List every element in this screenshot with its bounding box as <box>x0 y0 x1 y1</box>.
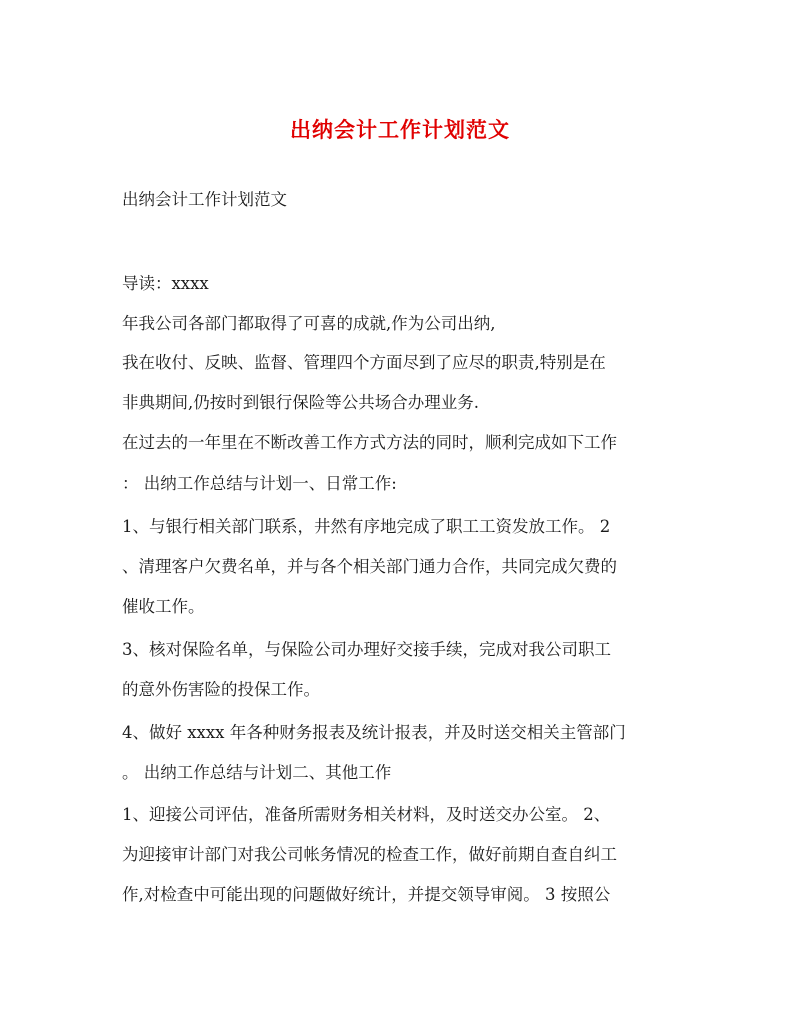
text-line: 作,对检查中可能出现的问题做好统计，并提交领导审阅。 3 按照公 <box>122 885 611 904</box>
text-line: 的意外伤害险的投保工作。 <box>122 680 320 699</box>
text-line: 。 出纳工作总结与计划二、其他工作 <box>122 763 392 782</box>
text-line: 年我公司各部门都取得了可喜的成就,作为公司出纳, <box>122 314 496 333</box>
text-line: 为迎接审计部门对我公司帐务情况的检查工作，做好前期自查自纠工 <box>122 845 617 864</box>
text-line: 导读：xxxx <box>122 274 209 293</box>
text-line: 非典期间,仍按时到银行保险等公共场合办理业务. <box>122 393 479 412</box>
text-line: 1、与银行相关部门联系，井然有序地完成了职工工资发放工作。 2 <box>122 517 611 536</box>
text-line: ： 出纳工作总结与计划一、日常工作: <box>122 474 397 493</box>
text-line: 、清理客户欠费名单，并与各个相关部门通力合作，共同完成欠费的 <box>122 557 617 576</box>
text-line: 1、迎接公司评估，准备所需财务相关材料，及时送交办公室。 2、 <box>122 805 611 824</box>
document-subtitle: 出纳会计工作计划范文 <box>122 190 287 209</box>
document-title: 出纳会计工作计划范文 <box>290 117 510 142</box>
text-line: 催收工作。 <box>122 597 205 616</box>
text-line: 在过去的一年里在不断改善工作方式方法的同时，顺利完成如下工作 <box>122 433 617 452</box>
text-line: 我在收付、反映、监督、管理四个方面尽到了应尽的职责,特别是在 <box>122 353 606 372</box>
text-line: 4、做好 xxxx 年各种财务报表及统计报表，并及时送交相关主管部门 <box>122 723 626 742</box>
text-line: 3、核对保险名单，与保险公司办理好交接手续，完成对我公司职工 <box>122 640 611 659</box>
